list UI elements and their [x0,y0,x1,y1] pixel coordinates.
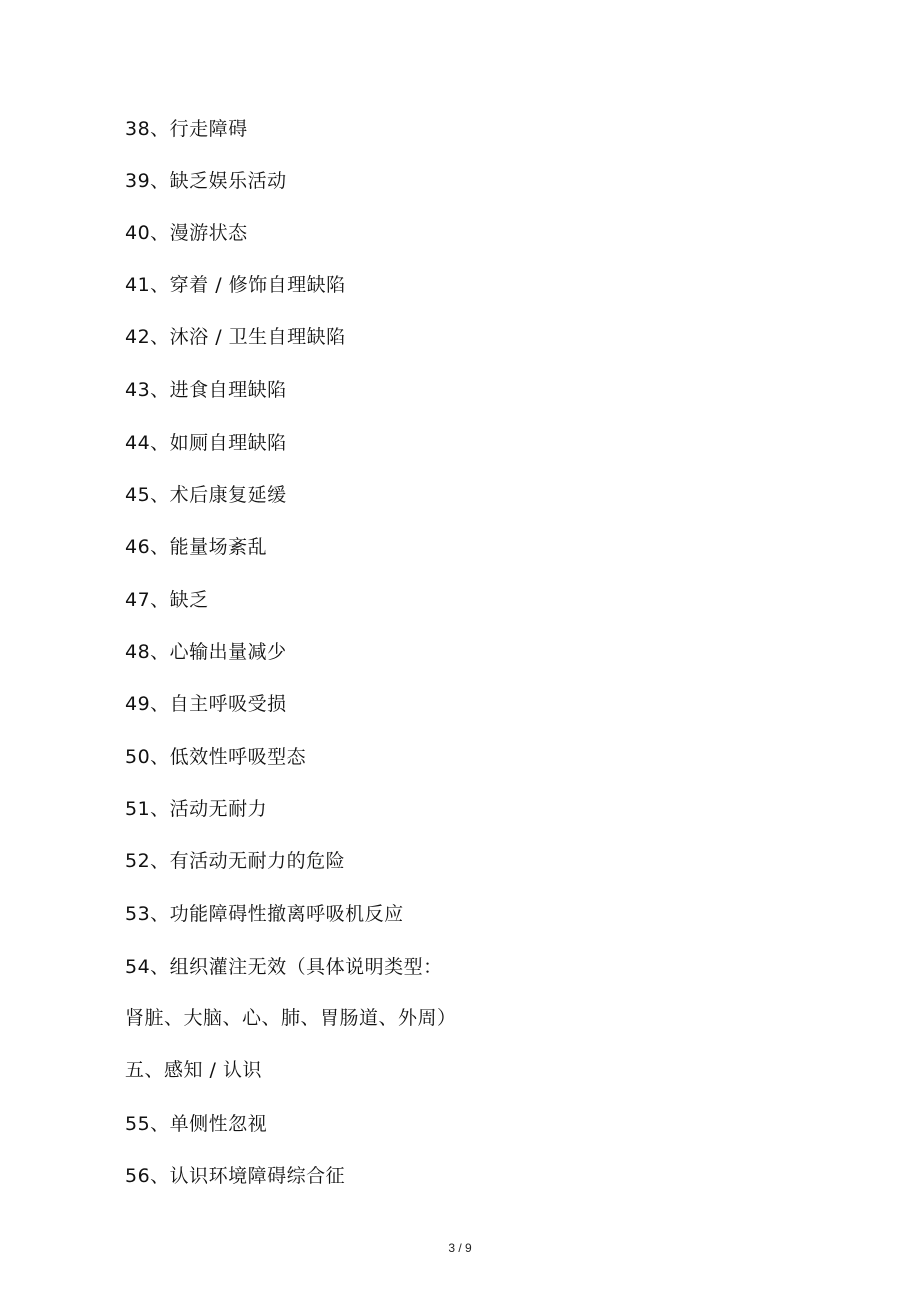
section-heading: 五、感知 / 认识 [125,1059,262,1081]
list-item-45: 45、术后康复延缓 [125,484,287,506]
list-item-48: 48、心输出量减少 [125,641,287,663]
list-item-53: 53、功能障碍性撤离呼吸机反应 [125,903,404,925]
list-item-47: 47、缺乏 [125,589,209,611]
list-item-52: 52、有活动无耐力的危险 [125,850,346,872]
list-item-56: 56、认识环境障碍综合征 [125,1165,346,1187]
list-item-38: 38、行走障碍 [125,118,248,140]
page-number: 3 / 9 [448,1241,472,1255]
list-item-41: 41、穿着 / 修饰自理缺陷 [125,274,346,296]
list-item-44: 44、如厕自理缺陷 [125,432,287,454]
list-item-42: 42、沐浴 / 卫生自理缺陷 [125,326,346,348]
list-item-51: 51、活动无耐力 [125,798,268,820]
list-item-39: 39、缺乏娱乐活动 [125,170,287,192]
list-item-50: 50、低效性呼吸型态 [125,746,307,768]
list-item-54: 54、组织灌注无效（具体说明类型： [125,956,443,978]
list-item-55: 55、单侧性忽视 [125,1113,268,1135]
list-item-40: 40、漫游状态 [125,222,248,244]
list-item-46: 46、能量场紊乱 [125,536,268,558]
list-item-54-continued: 肾脏、大脑、心、肺、胃肠道、外周） [125,1007,457,1029]
list-item-43: 43、进食自理缺陷 [125,379,287,401]
list-item-49: 49、自主呼吸受损 [125,693,287,715]
